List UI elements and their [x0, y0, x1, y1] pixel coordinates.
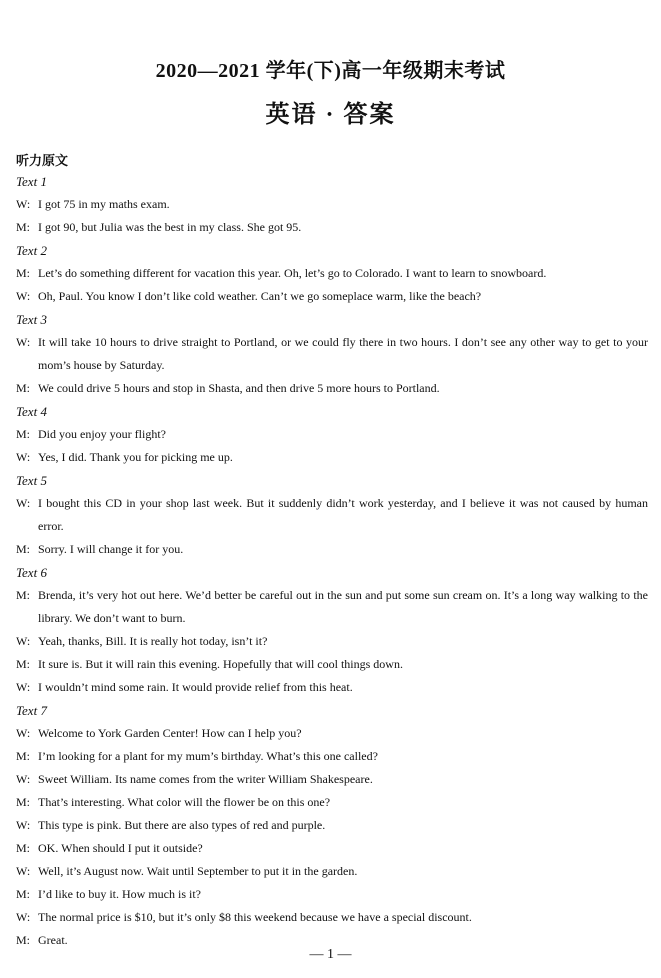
speaker-label: W:: [16, 335, 31, 349]
dialogue-line: [16, 216, 648, 239]
dialogue-line: [16, 262, 648, 285]
text-label: Text 4: [16, 404, 47, 419]
speaker-label: W:: [16, 726, 31, 740]
speaker-label: W:: [16, 772, 31, 786]
speaker-label: M:: [16, 220, 31, 234]
speaker-label: W:: [16, 496, 31, 510]
speaker-label: M:: [16, 427, 31, 441]
dialogue-line: [16, 584, 648, 630]
dialogue-text: I’d like to buy it. How much is it?: [38, 887, 201, 901]
dialogue-line: [16, 791, 648, 814]
section-title: 听力原文: [16, 153, 69, 168]
speaker-label: M:: [16, 749, 31, 763]
speaker-label: W:: [16, 864, 31, 878]
dialogue-line: [16, 676, 648, 699]
dialogue-text: It sure is. But it will rain this evening. Hopefully that will cool things down.: [38, 657, 403, 671]
dialogue-text: Oh, Paul. You know I don’t like cold weather. Can’t we go someplace warm, like the beach?: [38, 289, 482, 303]
speaker-label: M:: [16, 266, 31, 280]
speaker-label: W:: [16, 197, 31, 211]
dialogue-text: Yeah, thanks, Bill. It is really hot today, isn’t it?: [38, 634, 268, 648]
dialogue-text: Did you enjoy your flight?: [38, 427, 166, 441]
speaker-label: M:: [16, 795, 31, 809]
page-title: 2020—2021 学年(下)高一年级期末考试: [155, 60, 506, 82]
dialogue-line: [16, 630, 648, 653]
dialogue-line: [16, 538, 648, 561]
dialogue-line: [16, 446, 648, 469]
dialogue-line: [16, 814, 648, 837]
speaker-label: W:: [16, 634, 31, 648]
speaker-label: M:: [16, 588, 31, 602]
dialogue-text: I got 75 in my maths exam.: [38, 197, 170, 211]
page-subtitle: 英语 · 答案: [265, 102, 396, 128]
speaker-label: M:: [16, 381, 31, 395]
text-label: Text 7: [16, 703, 47, 718]
dialogue-line: [16, 492, 648, 538]
speaker-label: W:: [16, 910, 31, 924]
dialogue-text: Welcome to York Garden Center! How can I help you?: [38, 726, 302, 740]
dialogue-text: We could drive 5 hours and stop in Shasta, and then drive 5 more hours to Portland.: [38, 381, 440, 395]
dialogue-text: I got 90, but Julia was the best in my class. She got 95.: [38, 220, 302, 234]
dialogue-line: [16, 860, 648, 883]
dialogue-line: [16, 285, 648, 308]
speaker-label: W:: [16, 680, 31, 694]
dialogue-line: [16, 768, 648, 791]
dialogue-line: [16, 377, 648, 400]
dialogue-text: Let’s do something different for vacation this year. Oh, let’s go to Colorado. I want to learn to snowboard.: [38, 266, 547, 280]
text-label: Text 6: [16, 565, 47, 580]
dialogue-line: [16, 653, 648, 676]
speaker-label: W:: [16, 289, 31, 303]
dialogue-text: OK. When should I put it outside?: [38, 841, 203, 855]
dialogue-line: [16, 837, 648, 860]
text-label: Text 5: [16, 473, 47, 488]
dialogue-line: [16, 906, 648, 929]
speaker-label: M:: [16, 933, 31, 947]
dialogue-line: [16, 423, 648, 446]
dialogue-text: Great.: [38, 933, 68, 947]
dialogue-text: It will take 10 hours to drive straight to Portland, or we could fly there in two hours. I don’t see any other way to get to your mom’s house by Saturday.: [38, 335, 648, 372]
dialogue-line: [16, 193, 648, 216]
dialogue-line: [16, 745, 648, 768]
dialogue-line: [16, 722, 648, 745]
dialogue-text: Sorry. I will change it for you.: [38, 542, 184, 556]
dialogue-text: That’s interesting. What color will the flower be on this one?: [38, 795, 331, 809]
speaker-label: M:: [16, 887, 31, 901]
text-label: Text 1: [16, 174, 47, 189]
speaker-label: M:: [16, 841, 31, 855]
speaker-label: W:: [16, 450, 31, 464]
dialogue-text: Brenda, it’s very hot out here. We’d better be careful out in the sun and put some sun cream on. It’s a long way walking to the library. We don’t want to burn.: [38, 588, 648, 625]
text-label: Text 2: [16, 243, 47, 258]
speaker-label: W:: [16, 818, 31, 832]
dialogue-line: [16, 883, 648, 906]
speaker-label: M:: [16, 657, 31, 671]
dialogue-text: Well, it’s August now. Wait until September to put it in the garden.: [38, 864, 358, 878]
page-number: — 1 —: [309, 947, 352, 962]
dialogue-text: Yes, I did. Thank you for picking me up.: [38, 450, 233, 464]
dialogue-text: I wouldn’t mind some rain. It would provide relief from this heat.: [38, 680, 353, 694]
dialogue-text: The normal price is $10, but it’s only $8 this weekend because we have a special discount.: [38, 910, 472, 924]
dialogue-text: I’m looking for a plant for my mum’s birthday. What’s this one called?: [38, 749, 378, 763]
dialogue-line: [16, 331, 648, 377]
dialogue-text: This type is pink. But there are also types of red and purple.: [38, 818, 326, 832]
dialogue-text: I bought this CD in your shop last week. But it suddenly didn’t work yesterday, and I believe it was not caused by human error.: [38, 496, 648, 533]
text-label: Text 3: [16, 312, 47, 327]
dialogue-text: Sweet William. Its name comes from the writer William Shakespeare.: [38, 772, 373, 786]
speaker-label: M:: [16, 542, 31, 556]
transcript-body: [16, 170, 648, 952]
